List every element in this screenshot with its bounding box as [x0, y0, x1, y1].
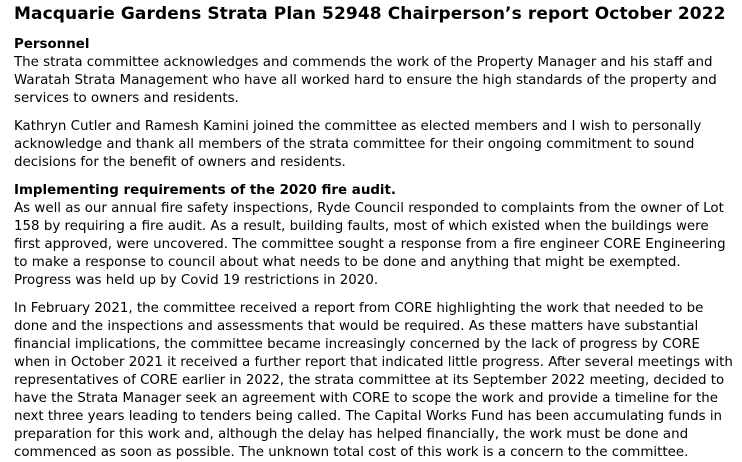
paragraph-fire-audit-1: As well as our annual fire safety inspections, Ryde Council responded to complaints from the owner of Lot 158 by requiring a fire audit. As a result, building faults, most of which existed when the buildings were first approved, were uncovered. The committee sought a response from a fire engineer CORE Engineering to make a response to council about what needs to be done and anything that might be exempted. Progress was held up by Covid 19 restrictions in 2020. [14, 201, 726, 288]
document-title: Macquarie Gardens Strata Plan 52948 Chairperson’s report October 2022 [14, 4, 726, 24]
paragraph-personnel-2: Kathryn Cutler and Ramesh Kamini joined the committee as elected members and I wish to personally acknowledge and thank all members of the strata committee for their ongoing commitment to sound decisions for the benefit of owners and residents. [14, 119, 702, 170]
section-heading-fire-audit: Implementing requirements of the 2020 fire audit. [14, 183, 397, 198]
section-heading-personnel: Personnel [14, 37, 90, 52]
section-fire-audit [14, 182, 734, 462]
document-page [0, 3, 742, 458]
paragraph-fire-audit-2: In February 2021, the committee received a report from CORE highlighting the work that needed to be done and the inspections and assessments that would be required. As these matters have substantial financial implications, the committee became increasingly concerned by the lack of progress by CORE when in October 2021 it received a further report that indicated little progress. After several meetings with representatives of CORE earlier in 2022, the strata committee at its September 2022 meeting, decided to have the Strata Manager seek an agreement with CORE to scope the work and provide a timeline for the next three years leading to tenders being called. The Capital Works Fund has been accumulating funds in preparation for this work and, although the delay has helped financially, the work must be done and commenced as soon as possible. The unknown total cost of this work is a concern to the committee. [14, 301, 733, 460]
section-personnel [14, 36, 734, 172]
paragraph-personnel-1: The strata committee acknowledges and commends the work of the Property Manager and his staff and Waratah Strata Management who have all worked hard to ensure the high standards of the property and services to owners and residents. [14, 55, 717, 106]
